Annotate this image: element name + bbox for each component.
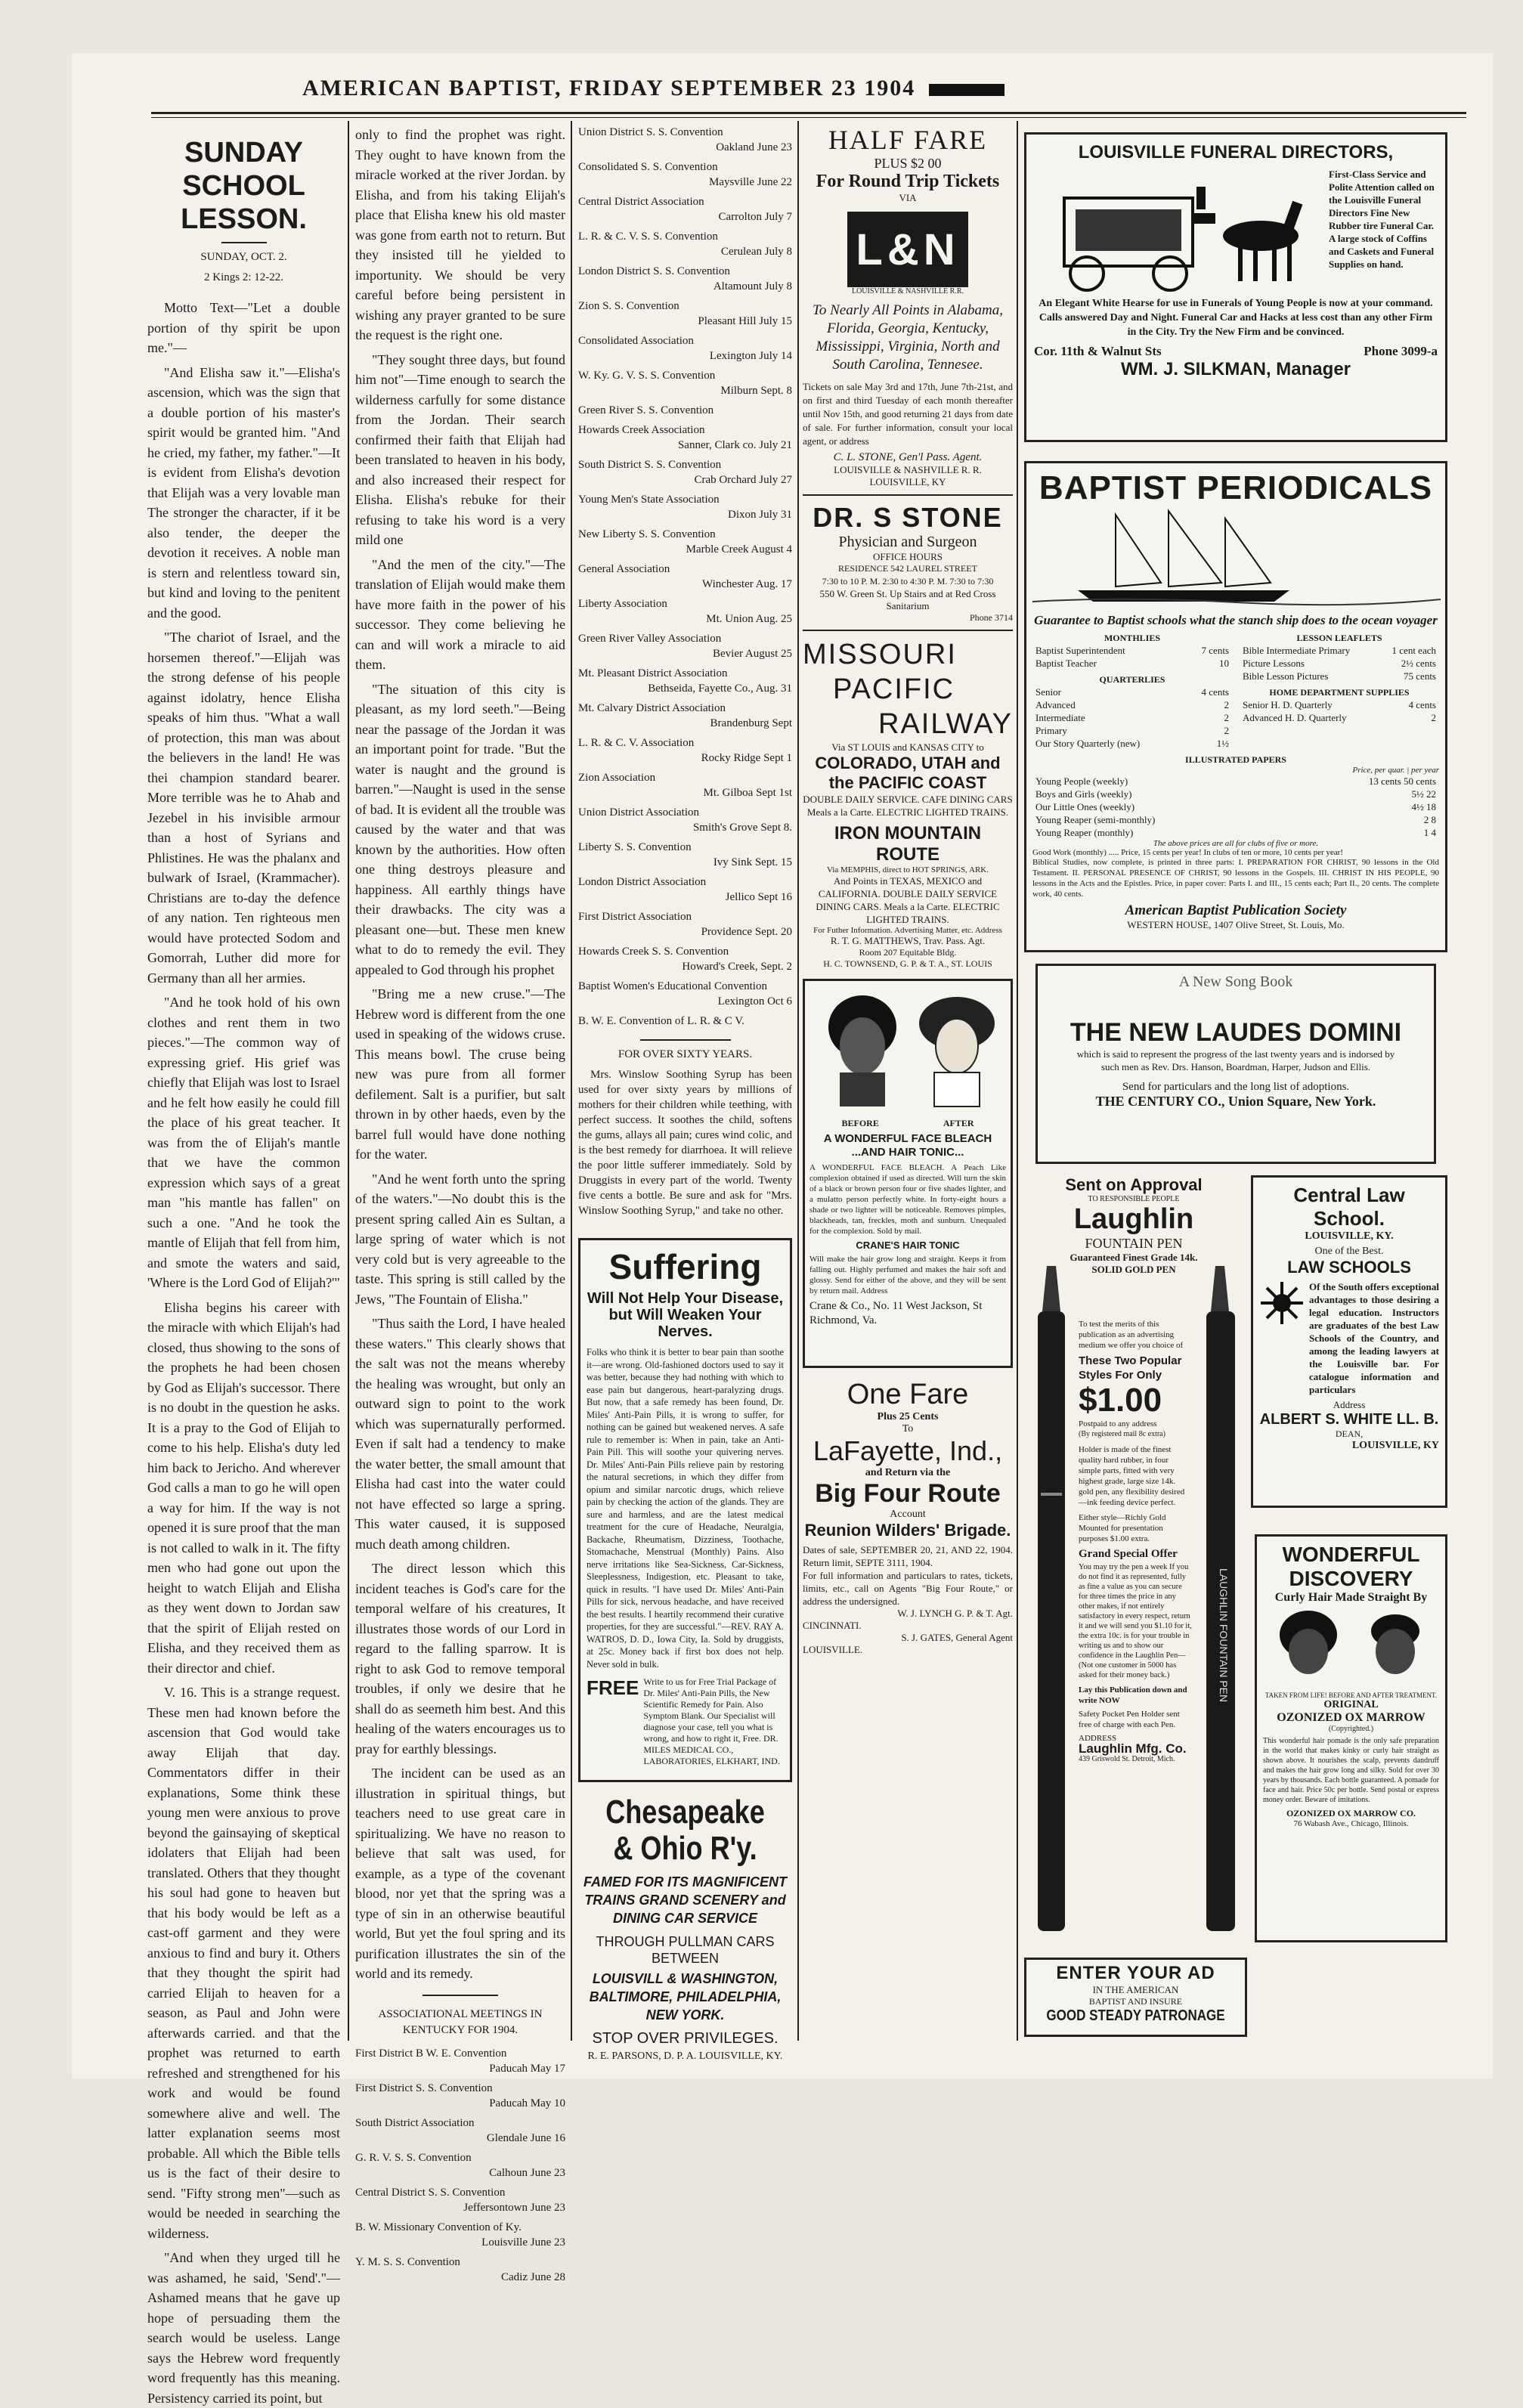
lesson-paragraph: The incident can be used as an illustration in spiritual things, but teachers need to use great care in spiritualizing. We have no reason to believe that salt was used, for example, as a type of the covenant blood, nor yet that the spring was a type of sin in an otherwise beautiful world, But yet the foul spring and its purification illustrates the sin of the world and its remedy. (355, 1766, 565, 1981)
meeting-place: Pleasant Hill July 15 (698, 315, 792, 327)
face-bleach-ad: BEFORE AFTER A WONDERFUL FACE BLEACH ...AND HAIR TONIC... A WONDERFUL FACE BLEACH. A Peach Like complexion obtained if used as directed. Will turn the skin of a black or brown person four or five shades lighter, and a mulatto person perfectly white. In forty-eight hours a shade or two lighter will be noticeable. Removes pimples, blackheads, tan, freckles, moth and sunburn. Unequaled for the complexion. Sold by mail. CRANE'S HAIR TONIC Will make the hair grow long and straight. Keeps it from falling out. Highly perfumed and makes the hair soft and glossy. Send for either of the above, and they will be sent by return mail. Address Crane & Co., No. 11 West Jackson, St Richmond, Va. (803, 979, 1013, 1368)
ship-illustration (1032, 507, 1441, 609)
meeting-name: London District Association (578, 876, 707, 888)
meeting-name: Mt. Pleasant District Association (578, 667, 728, 679)
lesson-paragraph: only to find the prophet was right. They ought to have known from the miracle worked at the river Jordan. by Elisha, and from his taking Elijah's place that Elisha knew his old master was gone from earth not to return. But they insisted till he yielded to importunity. We should be very careful before being persistent in wishing any prayer granted to be sure the request is the right one. (355, 127, 565, 342)
lesson-title: SUNDAY SCHOOL LESSON. (181, 137, 307, 235)
home-dept-table: Senior H. D. Quarterly 4 cents Advanced H. D. Quarterly 2 (1243, 699, 1436, 723)
meeting-place: Dixon July 31 (727, 509, 792, 521)
meeting-name: Consolidated Association (578, 335, 694, 347)
monthlies-table: Baptist Superintendent 7 cents Baptist Teacher 10 (1035, 645, 1229, 669)
suffering-ad: Suffering Will Not Help Your Disease, but Will Weaken Your Nerves. Folks who think it is better to bear pain than soothe it—are wrong. Old-fashioned doctors used to say it was better, because they had nothing with which to ease pain but dangerous, heart-paralyzing drugs. But now, that a safe remedy has been found, Dr. Miles' Anti-Pain Pills, it is wrong to suffer, for nothing can be gained but weakened nerves. A safe rule to remember is: When in pain, take an Anti-Pain Pill. This will soothe your quivering nerves. Dr. Miles' Anti-Pain Pills relieve pain by restoring the natural secretions, in which they differ from opium and similar narcotic drugs, which relieve pain by checking the action of the glands. They are sure and harmless, and are the latest medical treatment for the cure of Headache, Neuralgia, Backache, Rheumatism, Dizziness, Toothache, Stomachache, Menstrual (Monthly) Pains. Also nerve irritations like Sea-Sickness, Car-Sickness, Sleeplessness, Indigestion, etc. Pleasant to take, quick in results. "I have used Dr. Miles' Anti-Pain Pills for sick, nervous headache, and have received the best results. I heartily recommend their curative properties, for they are successful."—REV. RAY A. WATROS, D. D., Iowa City, Ia. Sold by druggists, at 25c. Money back if first box does not help. Never sold in bulk. FREE Write to us for Free Trial Package of Dr. Miles' Anti-Pain Pills, the New Scientific Remedy for Pain. Also Symptom Blank. Our Specialist will diagnose your case, tell you what is wrong, and how to right it, Free. DR. MILES MEDICAL CO., LABORATORIES, ELKHART, IND. (578, 1238, 792, 1782)
lesson-motto: Motto Text—"Let a double portion of thy spirit be upon me."— (147, 300, 340, 355)
masthead-rule (151, 112, 1466, 114)
quarterlies-table: Senior 4 cents Advanced 2 Intermediate 2 Primary 2 Our Story Quarterly (new) 1½ (1035, 686, 1229, 749)
meeting-place: Mt. Union Aug. 25 (706, 613, 792, 625)
lesson-paragraph: "Bring me a new cruse."—The Hebrew word is different from the one used in speaking of the widows cruse. This means bowl. The cruse being new was pure from all former defilement. Salt is a purifier, but salt thrown in by other haeds, even by the barrel full would have done nothing for the water. (355, 986, 565, 1162)
meeting-name: Zion Association (578, 772, 656, 784)
lesson-scripture: 2 Kings 2: 12-22. (204, 271, 283, 283)
meeting-place: Bethseida, Fayette Co., Aug. 31 (648, 682, 792, 695)
column-rule (797, 121, 799, 2041)
flower-icon (1259, 1280, 1305, 1326)
enter-your-ad: ENTER YOUR AD IN THE AMERICAN BAPTIST AND INSURE GOOD STEADY PATRONAGE (1024, 1958, 1247, 2037)
meeting-name: New Liberty S. S. Convention (578, 528, 716, 540)
portrait-illustration (809, 986, 1008, 1114)
meeting-name: Consolidated S. S. Convention (578, 161, 718, 173)
meeting-name: W. Ky. G. V. S. S. Convention (578, 370, 716, 382)
lesson-paragraph: Elisha begins his career with the miracle with which Elijah's had closed, thus showing to the sons of the prophets he had been chosen by God as Elijah's successor. There is no doubt in the question he asks. It is a pray to the God of Elijah to come to his help. Elisha's duty led him back to Jericho. And wherever God calls a man to go he will open a way for him. If the way is not opened it is sure proof that the man is not called to walk in it. The fifty men who had gone out upon the height to watch Elijah and Elisha as they went down to Jordan saw that the spirit of Elijah rested on Elisha, and they received them as their director and chief. (147, 1299, 340, 1676)
lesson-paragraph: V. 16. This is a strange request. These men had known before the ascension that God would take away Elijah that day. Commentators differ in their explanations, Some think these young men were anxious to prove beyond the gainsaying of skeptical idolaters that Elijah had been translated. Others that they thought his soul had gone to heaven but that his body would be left as a cast-off garment and they were anxious to find and bury it. Others that they thought the spirit had carried Elijah to heaven for a season, as Paul and John were afterwards carried. and that the prophet was returned to earth refreshed and strengthened for his work and would be found somewhere alive and well. The latter explanation seems most probable. All which the Bible tells us is the fact of their desire to send. "Fifty strong men"—such as would be needed in searching the wilderness. (147, 1685, 340, 2241)
meeting-name: Howards Creek S. S. Convention (578, 946, 729, 958)
lesson-paragraph: "And he took hold of his own clothes and rent them in two pieces."—The common way of expressing grief. His grief was chiefly that Elijah was lost to Israel and he felt how easily he could fill the place of his great teacher. It was from the of Elijah's mantle that we have the common expression which says of a great man "his mantle has fallen" on such a one. "And he took the mantle of Elijah that fell from him, and smote the waters and said, 'Where is the Lord God of Elijah?'" (147, 995, 340, 1290)
meeting-name: B. W. E. Convention of L. R. & C V. (578, 1015, 744, 1027)
lesson-date: SUNDAY, OCT. 2. (200, 251, 287, 263)
lesson-paragraph: "The chariot of Israel, and the horsemen thereof."—Elijah was the strong defense of his people against idolatry, hence Elisha speaks of him thus. "What a wall of protection, this man was about the believers in the land! He was thei champion standard bearer. More terrible was he to Ahab and Jezebel in his invisible armour than a host of Syrians and Phlistines. He was the phalanx and bulwark of Israel, (Krammacher). Christians are to-day the defence of any nation. Ten righteous men would have protected Sodom and Gomorrah, Luther did more for Germany than all her armies. (147, 630, 340, 986)
meetings-list (578, 125, 792, 1033)
pen-illustration (1024, 1266, 1077, 1946)
meeting-place: Maysville June 22 (709, 176, 792, 188)
meeting-name: Liberty S. S. Convention (578, 841, 692, 853)
meeting-name: L. R. & C. V. Association (578, 737, 695, 749)
lesson-paragraph: "And he went forth unto the spring of the waters."—No doubt this is the present spring called Ain es Sultan, a large spring of water which is not very cold but is very agreeable to the taste. This spring is still called by the Jews, "The Fountain of Elisha." (355, 1171, 565, 1307)
meeting-place: Providence Sept. 20 (701, 926, 792, 938)
onefare-ad: One Fare Plus 25 Cents To LaFayette, Ind., and Return via the Big Four Route Account Reunion Wilders' Brigade. Dates of sale, SEPTEMBER 20, 21, AND 22, 1904. Return limit, SEPTE 3111, 1904. For full information and particulars to rates, tickets, limits, etc., call on Agents "Big Four Route," or address the undersigned. W. J. LYNCH G. P. & T. Agt. CINCINNATI. S. J. GATES, General Agent LOUISVILLE. (803, 1379, 1013, 1655)
meeting-place: Brandenburg Sept (710, 717, 792, 729)
hearse-illustration (1034, 168, 1329, 296)
meeting-place: Lexington July 14 (709, 350, 792, 362)
lesson-paragraph: "The situation of this city is pleasant, as my lord seeth."—Being near the passage of the Jordan it was an important point for trade. "But the water is naught and the ground is barren."—Naught is used in the sense of bad. It is evident all the trouble was caused by the water and that was known by the authorities. How often one thing destroys pleasure and happiness. All earthly things have their drawbacks. The city was a pleasant one—but. These men knew what to do to remedy the evil. They appealed to God through his prophet (355, 681, 565, 977)
column-rule (348, 121, 349, 2041)
meeting-name: South District S. S. Convention (578, 459, 722, 471)
lesson-paragraph: "And when they urged till he was ashamed, he said, 'Send'."—Ashamed means that he gave up hope of persuading them the search would be useless. Lange says the Hebrew word frequently word frequently has this meaning. Persistency carried its point, but (147, 2250, 340, 2406)
meeting-name: First District Association (578, 911, 692, 923)
chesapeake-ad: Chesapeake & Ohio R'y. FAMED FOR ITS MAGNIFICENT TRAINS GRAND SCENERY and DINING CAR SERVICE THROUGH PULLMAN CARS BETWEEN LOUISVILL & WASHINGTON, BALTIMORE, PHILADELPHIA, NEW YORK. STOP OVER PRIVILEGES. R. E. PARSONS, D. P. A. LOUISVILLE, KY. (584, 1794, 787, 2062)
meeting-place: Marble Creek August 4 (686, 543, 792, 556)
lesson-continued-column (355, 125, 565, 2283)
pen-ad: Sent on Approval TO RESPONSIBLE PEOPLE Laughlin FOUNTAIN PEN Guaranteed Finest Grade 14k. SOLID GOLD PEN To test the merits of this publication as an advertising medium we offer you choice of These Two Popular Styles For Only $1.00 Postpaid to any address (By registered mail 8c extra) Holder is made of the finest quality hard rubber, in four simple parts, fitted with very highest grade, large size 14k. gold pen, any flexibility desired—ink feeding device perfect. Either style—Richly Gold Mounted for presentation purposes $1.00 extra. Grand Special Offer You may try the pen a week If you do not find it as represented, fully as fine a value as you can secure for three times the price in any other makes, if not entirely satisfactory in every respect, return it and we will send you $1.10 for it, the extra 10c. is for your trouble in writing us and to show our confidence in the Laughlin Pen—(Not one customer in 5000 has asked for their money back.) Lay this Publication down and write NOW Safety Pocket Pen Holder sent free of charge with each Pen. ADDRESS Laughlin Mfg. Co. 439 Griswold St. Detroit, Mich. LAUGHLIN FOUNTAIN PEN (1024, 1175, 1243, 1969)
meeting-name: Mt. Calvary District Association (578, 702, 726, 714)
meeting-place: Ivy Sink Sept. 15 (713, 856, 792, 868)
lesson-paragraph: "Thus saith the Lord, I have healed these waters." This clearly shows that the salt was not the means whereby the healing was wrought, but only an outward sign to point to the work which was supernaturally performed. Even if salt had a tendency to make the water better, the small amount that Elisha had cast into the water could not have effected so large a spring. This water caused, it is supposed much death among children. (355, 1316, 565, 1552)
meeting-place: Crab Orchard July 27 (694, 474, 792, 486)
svg-text:LAUGHLIN FOUNTAIN PEN: LAUGHLIN FOUNTAIN PEN (1218, 1568, 1230, 1703)
periodicals-ad: BAPTIST PERIODICALS Guarantee to Baptist schools what the stanch ship does to the ocean voyager MONTHLIES Baptist Superintendent 7 cents Baptist Teacher 10 QUARTERLIES Senior 4 cents Advanced 2 Intermediate 2 Primary 2 Our Story Quarterly (new) 1½ LESSON LEAFLETS Bible Intermediate Primary 1 cent each Picture Lessons 2½ cents Bible Lesson Pictures 75 cents HOME DEPARTMENT SUPPLIES Senior H. D. Quarterly 4 cents Advanced H. D. Quarterly 2 ILLUSTRATED PAPERS Price, per quar. | per year Young People (weekly) 13 cents 50 cents Boys and Girls (weekly) 5½ 22 Our Little Ones (weekly) 4½ 18 Young Reaper (semi-monthly) 2 8 Young Reaper (monthly) 1 4 The above prices are all for clubs of five or more. Good Work (monthly) ..... Price, 15 cents per year! In clubs of ten or more, 10 cents per year! Biblical Studies, now complete, is printed in three parts: I. PREPARATION FOR CHRIST, 90 lessons in the Old Testament. II. PERSONAL PRESENCE OF CHRIST, 90 lessons in the Gospels. III. CHRIST IN HIS PEOPLE, 90 lessons in the Acts and the Epistles. Price, in paper cover: Parts I. and III., 15 cents each; Part II., 20 cents. The complete work, 40 cents. American Baptist Publication Society WESTERN HOUSE, 1407 Olive Street, St. Louis, Mo. (1024, 461, 1447, 952)
ads-column-3 (578, 125, 792, 2062)
law-school-ad: Central Law School. LOUISVILLE, KY. One of the Best. LAW SCHOOLS Of the South offers exceptional advantages to those desiring a legal education. Instructors are graduates of the best Law Schools of the Country, and among the leading lawyers at the Louisville bar. For catalogue information and particulars Address ALBERT S. WHITE LL. B. DEAN, LOUISVILLE, KY (1251, 1175, 1447, 1508)
column-rule (1017, 121, 1018, 2041)
lesson-column (147, 128, 340, 2406)
meeting-place: Sanner, Clark co. July 21 (677, 439, 792, 451)
meeting-place: Carrolton July 7 (718, 211, 792, 223)
meeting-name: General Association (578, 563, 670, 575)
meeting-place: Cerulean July 8 (720, 246, 792, 258)
column-rule (571, 121, 572, 2041)
meeting-name: Zion S. S. Convention (578, 300, 679, 312)
lesson-paragraph: The direct lesson which this incident teaches is God's care for the temporal welfare of his creatures, It illustrates those words of our Lord in regard to the falling sparrow. It is right to ask God to remove temporal troubles, if only we desire that he shall do as seemeth him best. And this healing of the waters encourages us to pray for earthly blessings. (355, 1561, 565, 1756)
lesson-paragraph: "And the men of the city."—The translation of Elijah would make them have more faith in the power of his successor. They come believing he can and will work a miracle to aid them. (355, 556, 565, 672)
meeting-place: Rocky Ridge Sept 1 (701, 752, 792, 764)
stone-ad: DR. S STONE Physician and Surgeon OFFICE HOURS RESIDENCE 542 LAUREL STREET 7:30 to 10 P. M. 2:30 to 4:30 P. M. 7:30 to 7:30 550 W. Green St. Up Stairs and at Red Cross Sanitarium Phone 3714 (813, 502, 1013, 623)
meeting-name: Central District Association (578, 196, 704, 208)
meeting-place: Bevier August 25 (713, 648, 792, 660)
meeting-name: Green River S. S. Convention (578, 404, 714, 416)
before-after-illustration (1263, 1605, 1441, 1688)
meeting-name: Union District S. S. Convention (578, 126, 723, 138)
lesson-paragraph: "They sought three days, but found him not"—Time enough to search the wilderness carfully for some distance from the Jordan. Their search confirmed their faith that Elijah had been translated to heaven in his body, and also increased their respect for Elisha. Elisha's rebuke for their refusing to take his word is a very mild one (355, 351, 565, 547)
ln-logo: L&N (847, 212, 968, 287)
meeting-place: Jellico Sept 16 (725, 891, 792, 903)
meeting-name: Liberty Association (578, 598, 667, 610)
papers-table: Young People (weekly) 13 cents 50 cents Boys and Girls (weekly) 5½ 22 Our Little Ones (weekly) 4½ 18 Young Reaper (semi-monthly) 2 8 Young Reaper (monthly) 1 4 (1035, 775, 1436, 838)
lesson-paragraph: "And Elisha saw it."—Elisha's ascension, which was the sign that a double portion of his master's spirit would be granted him. "And he cried, my father, my father."—It is evident from Elisha's devotion that Elijah was a very lovable man The stronger the character, if it be also tender, the deeper the devotion it receives. A noble man is stern and relentless toward sin, but kind and loving to the penitent and the good. (147, 364, 340, 621)
assoc-title: ASSOCIATIONAL MEETINGS IN KENTUCKY FOR 1904. (378, 2007, 543, 2036)
meeting-place: Howard's Creek, Sept. 2 (682, 961, 792, 973)
meeting-place: Milburn Sept. 8 (720, 385, 792, 397)
meeting-name: L. R. & C. V. S. S. Convention (578, 231, 718, 243)
syrup-title: FOR OVER SIXTY YEARS. (618, 1048, 753, 1060)
meeting-name: Howards Creek Association (578, 424, 705, 436)
meeting-place: Oakland June 23 (716, 141, 792, 153)
halffare-ad: HALF FARE PLUS $2 00 For Round Trip Tickets VIA L&N LOUISVILLE & NASHVILLE R.R. To Nearly All Points in Alabama, Florida, Georgia, Kentucky, Mississippi, Virginia, North and South Carolina, Tennesee. Tickets on sale May 3rd and 17th, June 7th-21st, and on first and third Tuesday of each month thereafter until Nov 15th, and good returning 21 days from date of sale. For further information, consult your local agent, or address C. L. STONE, Gen'l Pass. Agent. LOUISVILLE & NASHVILLE R. R. LOUISVILLE, KY (803, 125, 1014, 487)
assoc-list: First District B W. E. Convention Paducah May 17 First District S. S. Convention Paducah May 10 South District Association Glendale June 16 G. R. V. S. S. Convention Calhoun June 23 Central District S. S. Convention Jeffersontown June 23 B. W. Missionary Convention of Ky. Louisville June 23 Y. M. S. S. Convention Cadiz June 28 (355, 2047, 565, 2283)
meeting-place: Altamount July 8 (713, 280, 792, 292)
meeting-place: Winchester Aug. 17 (702, 578, 792, 590)
meeting-name: Young Men's State Association (578, 494, 720, 506)
leaflets-table: Bible Intermediate Primary 1 cent each Picture Lessons 2½ cents Bible Lesson Pictures 75 cents (1243, 645, 1436, 682)
mopac-ad: MISSOURI PACIFIC RAILWAY Via ST LOUIS and KANSAS CITY to COLORADO, UTAH and the PACIFIC COAST DOUBLE DAILY SERVICE. CAFE DINING CARS Meals a la Carte. ELECTRIC LIGHTED TRAINS. IRON MOUNTAIN ROUTE Via MEMPHIS, direct to HOT SPRINGS, ARK. And Points in TEXAS, MEXICO and CALIFORNIA. DOUBLE DAILY SERVICE DINING CARS. Meals a la Carte. ELECTRIC LIGHTED TRAINS. For Futher Information. Advertising Matter, etc. Address R. T. G. MATTHEWS, Trav. Pass. Agt. Room 207 Equitable Bldg. H. C. TOWNSEND, G. P. & T. A., ST. LOUIS (803, 639, 1013, 969)
pen-illustration (1194, 1266, 1247, 1946)
ads-column-4 (803, 121, 1013, 2037)
meeting-place: Lexington Oct 6 (717, 995, 792, 1007)
syrup-text: Mrs. Winslow Soothing Syrup has been used for over sixty years by millions of mothers for their children while teething, with perfect success. It soothes the child, softens the gums, allays all pain; cures wind colic, and is the best remedy for diarrhoea. It will relieve the poor little sufferer immediately. Sold by Druggists in every part of the world. Twenty five cents a bottle. Be sure and ask for "Mrs. Winslow Soothing Syrup," and take no other. (578, 1069, 792, 1217)
meeting-name: Green River Valley Association (578, 633, 722, 645)
meeting-name: Baptist Women's Educational Convention (578, 980, 767, 992)
funeral-ad: LOUISVILLE FUNERAL DIRECTORS, First-Class Service and Polite Attention called on the Louisville Funeral Directors Fine New Rubber tire Funeral Car. A large stock of Coffins and Caskets and Funeral Supplies on hand. An Elegant White Hearse for use in Funerals of Young People is now at your command. Calls answered Day and Night. Funeral Car and Hacks at less cost than any other Firm in the City. Try the New Firm and be convinced. Cor. 11th & Walnut Sts Phone 3099-a WM. J. SILKMAN, Manager (1024, 132, 1447, 442)
masthead: AMERICAN BAPTIST, FRIDAY SEPTEMBER 23 1904 (302, 76, 1285, 106)
meeting-name: London District S. S. Convention (578, 265, 730, 277)
wonderful-discovery-ad: WONDERFUL DISCOVERY Curly Hair Made Straight By TAKEN FROM LIFE! BEFORE AND AFTER TREATMENT. ORIGINAL OZONIZED OX MARROW (Copyrighted.) This wonderful hair pomade is the only safe preparation in the world that makes kinky or curly hair straight as shown above. It nourishes the scalp, prevents dandruff and makes the hair grow long and silky. Sold for over 30 years by thousands. Each bottle guaranteed. A pomade for face and hair. Price 50c per bottle. Send postal or express money order. Beware of imitations. OZONIZED OX MARROW CO. 76 Wabash Ave., Chicago, Illinois. (1255, 1534, 1447, 1942)
laudes-ad: A New Song Book THE NEW LAUDES DOMINI which is said to represent the progress of the last twenty years and is indorsed by such men as Rev. Drs. Hanson, Boardman, Harper, Judson and Ellis. Send for particulars and the long list of adoptions. THE CENTURY CO., Union Square, New York. (1035, 964, 1436, 1164)
meeting-place: Smith's Grove Sept 8. (692, 822, 792, 834)
meeting-place: Mt. Gilboa Sept 1st (703, 787, 792, 799)
meeting-name: Union District Association (578, 806, 699, 819)
